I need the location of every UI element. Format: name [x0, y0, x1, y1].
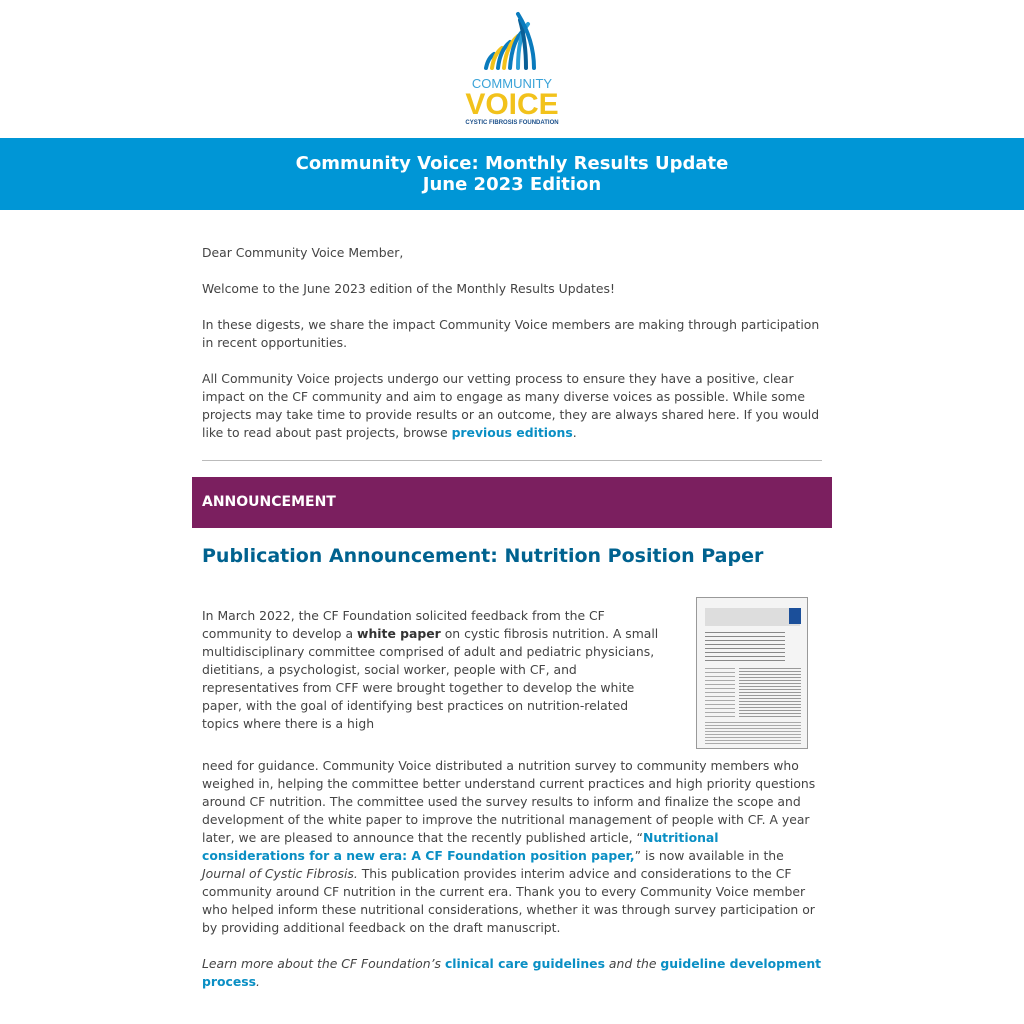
logo-line1: COMMUNITY: [471, 76, 553, 91]
learn-more-paragraph: Learn more about the CF Foundation’s clinical care guidelines and the guideline development process.: [202, 956, 822, 989]
intro-paragraph-1: Welcome to the June 2023 edition of the Monthly Results Updates!: [202, 281, 615, 296]
greeting: Dear Community Voice Member,: [202, 245, 404, 260]
community-voice-logo: [0, 0, 1024, 138]
article-paragraph-2: need for guidance. Community Voice distributed a nutrition survey to community members who weighed in, helping the committee better understand current practices and high priority questions around CF nutrition. The committee used the survey results to inform and finalize the scope and development of the white paper to improve the nutritional management of people with CF. A year later, we are pleased to announce that the recently published article, “Nutritional considerations for a new era: A CF Foundation position paper,” is now available in the Journal of Cystic Fibrosis. This publication provides interim advice and considerations to the CF community around CF nutrition in the current era. Thank you to every Community Voice member who helped inform these nutritional considerations, whether it was through survey participation or by providing additional feedback on the draft manuscript.: [202, 758, 816, 935]
article-paragraph-1: In March 2022, the CF Foundation solicited feedback from the CF community to develop a white paper on cystic fibrosis nutrition. A small multidisciplinary committee comprised of adult and pediatric physicians, dietitians, a psychologist, social worker, people with CF, and representatives from CFF were brought together to develop the white paper, with the goal of identifying best practices on nutrition-related topics where there is a high: [202, 608, 659, 731]
divider: [202, 460, 822, 461]
section-header-announcement: ANNOUNCEMENT: [192, 477, 832, 528]
position-paper-link[interactable]: Nutritional considerations for a new era: A CF Foundation position paper,: [202, 830, 719, 863]
logo-line3: CYSTIC FIBROSIS FOUNDATION: [465, 120, 559, 126]
intro-paragraph-3: All Community Voice projects undergo our vetting process to ensure they have a positive, clear impact on the CF community and aim to engage as many diverse voices as possible. While some projects may take time to provide results or an outcome, they are always shared here. If you would like to read about past projects, browse previous editions.: [202, 371, 820, 440]
main-content: [192, 210, 832, 991]
article-title: Publication Announcement: Nutrition Position Paper: [202, 545, 764, 567]
journal-article-thumbnail[interactable]: [696, 597, 808, 749]
intro-paragraph-2: In these digests, we share the impact Community Voice members are making through participation in recent opportunities.: [202, 317, 820, 350]
clinical-care-guidelines-link[interactable]: clinical care guidelines: [444, 956, 605, 971]
header-banner: [0, 138, 1024, 210]
newsletter-title: Community Voice: Monthly Results Update: [295, 153, 729, 174]
logo-line2: VOICE: [465, 88, 559, 121]
guideline-development-process-link[interactable]: guideline development process: [202, 956, 822, 989]
newsletter-edition: June 2023 Edition: [422, 174, 602, 195]
previous-editions-link[interactable]: previous editions: [451, 425, 573, 440]
